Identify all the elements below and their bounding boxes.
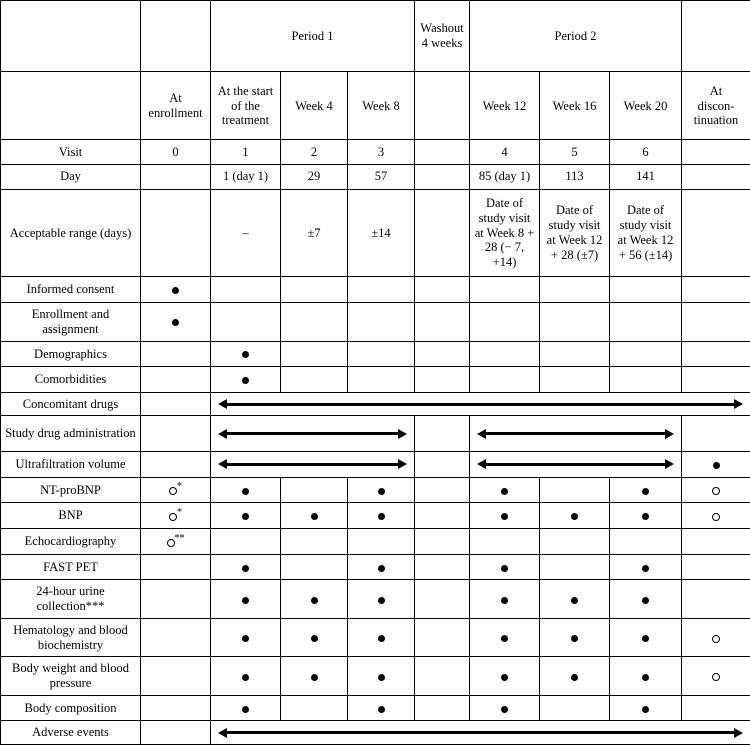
visit-discontinuation (682, 140, 750, 165)
assessment-cell (540, 303, 610, 341)
assessment-cell (141, 416, 211, 452)
range-washout (415, 189, 470, 277)
day-row (1, 165, 750, 190)
filled-circle-icon (242, 595, 249, 606)
assessment-cell (415, 528, 470, 554)
assessment-row (1, 452, 750, 478)
assessment-cell (415, 695, 470, 721)
day-visit-2: 29 (281, 165, 348, 190)
assessment-cell (415, 416, 470, 452)
filled-circle-icon (172, 285, 179, 296)
assessment-cell (415, 580, 470, 618)
assessment-cell (682, 528, 750, 554)
assessment-cell (281, 477, 348, 503)
assessment-cell (415, 277, 470, 303)
assessment-cell (540, 277, 610, 303)
assessment-cell (211, 657, 281, 695)
assessment-cell (141, 721, 211, 745)
open-circle-double-asterisk-icon: ** (167, 534, 185, 549)
assessment-cell (281, 580, 348, 618)
assessment-cell (348, 657, 415, 695)
assessment-cell (281, 277, 348, 303)
assessment-cell (141, 452, 211, 478)
filled-circle-icon (242, 511, 249, 522)
period-header-row (1, 1, 750, 72)
assessment-cell (211, 580, 281, 618)
assessment-cell (470, 367, 540, 393)
day-enrollment (141, 165, 211, 190)
filled-circle-icon (713, 460, 720, 471)
filled-circle-icon (571, 595, 578, 606)
assessment-row (1, 721, 750, 745)
visit-2: 2 (281, 140, 348, 165)
assessment-cell (610, 277, 682, 303)
assessment-cell (348, 580, 415, 618)
assessment-cell (470, 503, 540, 529)
assessment-label: Enrollment and assignment (1, 303, 141, 341)
period-1-header: Period 1 (211, 1, 415, 72)
assessment-cell (211, 303, 281, 341)
assessment-label: Ultrafiltration volume (1, 452, 141, 478)
filled-circle-icon (378, 486, 385, 497)
corner-blank-2 (141, 1, 211, 72)
assessment-label: Comorbidities (1, 367, 141, 393)
assessment-label: FAST PET (1, 554, 141, 580)
assessment-row (1, 416, 750, 452)
assessment-label: Study drug administration (1, 416, 141, 452)
assessment-cell (470, 554, 540, 580)
open-circle-single-asterisk-icon: * (169, 482, 182, 497)
filled-circle-icon (378, 595, 385, 606)
filled-circle-icon (501, 563, 508, 574)
assessment-cell (348, 303, 415, 341)
col-week-4: Week 4 (281, 72, 348, 140)
assessment-cell (141, 618, 211, 656)
assessment-cell (141, 657, 211, 695)
assessment-cell (348, 695, 415, 721)
col-start-of-treatment-line2: of the (231, 98, 260, 113)
assessment-cell (141, 580, 211, 618)
open-circle-icon (712, 672, 720, 683)
assessment-cell (281, 503, 348, 529)
col-week-12: Week 12 (470, 72, 540, 140)
filled-circle-icon (642, 563, 649, 574)
assessment-cell (141, 477, 211, 503)
assessment-cell (540, 695, 610, 721)
assessment-cell (348, 277, 415, 303)
col-at-discontinuation (682, 72, 750, 140)
col-washout-blank (415, 72, 470, 140)
assessment-cell (415, 303, 470, 341)
assessment-cell (211, 477, 281, 503)
filled-circle-icon (242, 486, 249, 497)
assessment-row (1, 341, 750, 367)
assessment-cell (540, 657, 610, 695)
assessment-cell (610, 554, 682, 580)
duration-arrow (211, 392, 750, 415)
range-visit-6: Date of study visit at Week 12 + 56 (±14) (610, 189, 682, 277)
range-visit-1: – (211, 189, 281, 277)
assessment-label: Body composition (1, 695, 141, 721)
assessment-cell (281, 554, 348, 580)
assessment-label: Demographics (1, 341, 141, 367)
assessment-cell (682, 695, 750, 721)
assessment-cell (141, 303, 211, 341)
assessment-cell (610, 367, 682, 393)
assessment-column-header (1, 72, 141, 140)
visit-3: 3 (348, 140, 415, 165)
filled-circle-icon (311, 633, 318, 644)
assessment-cell (415, 618, 470, 656)
filled-circle-icon (642, 704, 649, 715)
assessment-cell (141, 554, 211, 580)
filled-circle-icon (642, 511, 649, 522)
assessment-row (1, 277, 750, 303)
assessment-cell (610, 657, 682, 695)
visit-washout (415, 140, 470, 165)
assessment-cell (281, 341, 348, 367)
assessment-row (1, 618, 750, 656)
visit-row-label: Visit (1, 140, 141, 165)
washout-header (415, 1, 470, 72)
assessment-label: Hematology and blood biochemistry (1, 618, 141, 656)
day-visit-3: 57 (348, 165, 415, 190)
filled-circle-icon (378, 511, 385, 522)
visit-column-header-row (1, 72, 750, 140)
filled-circle-icon (501, 704, 508, 715)
assessment-cell (211, 503, 281, 529)
assessment-row (1, 367, 750, 393)
assessment-cell (211, 554, 281, 580)
assessment-cell (281, 618, 348, 656)
filled-circle-icon (242, 375, 249, 386)
open-circle-icon (712, 486, 720, 497)
filled-circle-icon (642, 672, 649, 683)
assessment-cell (348, 367, 415, 393)
col-week-16: Week 16 (540, 72, 610, 140)
assessment-label: NT-proBNP (1, 477, 141, 503)
assessment-cell (470, 580, 540, 618)
assessment-cell (415, 657, 470, 695)
assessment-cell (211, 341, 281, 367)
assessment-cell (141, 367, 211, 393)
assessment-cell (211, 528, 281, 554)
range-discontinuation (682, 189, 750, 277)
filled-circle-icon (378, 633, 385, 644)
assessment-label: Adverse events (1, 721, 141, 745)
assessment-cell (281, 657, 348, 695)
assessment-label: Echocardiography (1, 528, 141, 554)
filled-circle-icon (571, 511, 578, 522)
day-visit-4: 85 (day 1) (470, 165, 540, 190)
assessment-label: BNP (1, 503, 141, 529)
assessment-cell (348, 503, 415, 529)
assessment-cell (211, 367, 281, 393)
assessment-cell (141, 341, 211, 367)
visit-6: 6 (610, 140, 682, 165)
assessment-cell (682, 303, 750, 341)
assessment-cell (211, 618, 281, 656)
assessment-cell (348, 618, 415, 656)
assessment-row (1, 303, 750, 341)
filled-circle-icon (501, 595, 508, 606)
assessment-cell (415, 477, 470, 503)
col-start-of-treatment-line1: At the start (217, 83, 274, 98)
duration-arrow (211, 416, 415, 452)
col-at-enrollment-line2: enrollment (148, 105, 203, 120)
assessment-row (1, 580, 750, 618)
assessment-cell (682, 367, 750, 393)
filled-circle-icon (378, 704, 385, 715)
assessment-cell (281, 528, 348, 554)
assessment-cell (610, 303, 682, 341)
washout-line-2: 4 weeks (421, 36, 463, 51)
range-visit-2: ±7 (281, 189, 348, 277)
day-visit-6: 141 (610, 165, 682, 190)
filled-circle-icon (242, 672, 249, 683)
duration-arrow (211, 452, 415, 478)
assessment-cell (348, 341, 415, 367)
assessment-cell (610, 528, 682, 554)
assessment-cell (610, 695, 682, 721)
visit-4: 4 (470, 140, 540, 165)
col-at-discontinuation-line3: tinuation (693, 113, 739, 128)
filled-circle-icon (642, 486, 649, 497)
assessment-cell (682, 477, 750, 503)
assessment-label: Concomitant drugs (1, 392, 141, 415)
assessment-cell (470, 618, 540, 656)
col-at-discontinuation-line2: discon- (697, 98, 735, 113)
assessment-label: Body weight and blood pressure (1, 657, 141, 695)
assessment-cell (470, 277, 540, 303)
range-visit-4: Date of study visit at Week 8 + 28 (− 7, +14) (470, 189, 540, 277)
visit-row (1, 140, 750, 165)
assessment-cell (470, 477, 540, 503)
assessment-cell (415, 503, 470, 529)
assessment-cell (682, 618, 750, 656)
assessment-cell (682, 452, 750, 478)
range-enrollment (141, 189, 211, 277)
assessment-cell (682, 416, 750, 452)
washout-line-1: Washout (420, 21, 464, 36)
filled-circle-icon (501, 672, 508, 683)
assessment-cell (281, 695, 348, 721)
assessment-label: 24-hour urine collection*** (1, 580, 141, 618)
assessment-cell (540, 477, 610, 503)
assessment-cell (682, 657, 750, 695)
assessment-cell (141, 277, 211, 303)
assessment-cell (470, 303, 540, 341)
range-visit-3: ±14 (348, 189, 415, 277)
filled-circle-icon (571, 672, 578, 683)
assessment-cell (540, 367, 610, 393)
assessment-cell (610, 618, 682, 656)
col-at-enrollment (141, 72, 211, 140)
assessment-cell (415, 554, 470, 580)
assessment-cell (540, 503, 610, 529)
assessment-label: Informed consent (1, 277, 141, 303)
assessment-cell (540, 341, 610, 367)
col-at-enrollment-line1: At (169, 91, 182, 106)
assessment-cell (281, 367, 348, 393)
assessment-row (1, 528, 750, 554)
assessment-cell (470, 695, 540, 721)
assessment-cell (141, 528, 211, 554)
day-visit-5: 113 (540, 165, 610, 190)
filled-circle-icon (242, 633, 249, 644)
filled-circle-icon (378, 672, 385, 683)
assessment-cell (348, 477, 415, 503)
filled-circle-icon (501, 633, 508, 644)
duration-arrow (470, 416, 682, 452)
duration-arrow (470, 452, 682, 478)
assessment-cell (348, 528, 415, 554)
filled-circle-icon (242, 350, 249, 361)
filled-circle-icon (501, 511, 508, 522)
day-discontinuation (682, 165, 750, 190)
filled-circle-icon (571, 633, 578, 644)
assessment-row (1, 695, 750, 721)
duration-arrow (211, 721, 750, 745)
assessment-cell (540, 580, 610, 618)
assessment-cell (348, 554, 415, 580)
assessment-row (1, 554, 750, 580)
col-week-20: Week 20 (610, 72, 682, 140)
day-row-label: Day (1, 165, 141, 190)
period-2-header: Period 2 (470, 1, 682, 72)
open-circle-single-asterisk-icon: * (169, 508, 182, 523)
filled-circle-icon (242, 563, 249, 574)
assessment-cell (415, 367, 470, 393)
assessment-cell (470, 528, 540, 554)
open-circle-icon (712, 511, 720, 522)
corner-blank-3 (682, 1, 750, 72)
filled-circle-icon (501, 486, 508, 497)
open-circle-icon (712, 633, 720, 644)
assessment-cell (470, 657, 540, 695)
assessment-cell (470, 341, 540, 367)
visit-1: 1 (211, 140, 281, 165)
assessment-cell (211, 277, 281, 303)
visit-5: 5 (540, 140, 610, 165)
assessment-row (1, 657, 750, 695)
col-week-8: Week 8 (348, 72, 415, 140)
acceptable-range-label: Acceptable range (days) (1, 189, 141, 277)
visit-0: 0 (141, 140, 211, 165)
assessment-cell (682, 580, 750, 618)
filled-circle-icon (311, 511, 318, 522)
filled-circle-icon (172, 317, 179, 328)
assessment-row (1, 392, 750, 415)
corner-blank-1 (1, 1, 141, 72)
assessment-cell (141, 695, 211, 721)
assessment-cell (141, 392, 211, 415)
assessment-cell (141, 503, 211, 529)
assessment-cell (682, 277, 750, 303)
assessment-cell (682, 341, 750, 367)
acceptable-range-row (1, 189, 750, 277)
filled-circle-icon (642, 633, 649, 644)
filled-circle-icon (642, 595, 649, 606)
assessment-cell (682, 554, 750, 580)
col-start-of-treatment-line3: treatment (221, 113, 270, 128)
filled-circle-icon (378, 563, 385, 574)
col-start-of-treatment (211, 72, 281, 140)
assessment-cell (415, 452, 470, 478)
day-washout (415, 165, 470, 190)
assessment-cell (610, 503, 682, 529)
day-visit-1: 1 (day 1) (211, 165, 281, 190)
range-visit-5: Date of study visit at Week 12 + 28 (±7) (540, 189, 610, 277)
assessment-cell (211, 695, 281, 721)
assessment-cell (281, 303, 348, 341)
filled-circle-icon (311, 672, 318, 683)
filled-circle-icon (242, 704, 249, 715)
assessment-cell (610, 341, 682, 367)
assessment-cell (682, 503, 750, 529)
assessment-row (1, 477, 750, 503)
assessment-cell (415, 341, 470, 367)
assessment-cell (540, 618, 610, 656)
assessment-cell (610, 477, 682, 503)
filled-circle-icon (311, 595, 318, 606)
col-at-discontinuation-line1: At (709, 83, 723, 98)
assessment-row (1, 503, 750, 529)
assessment-cell (540, 554, 610, 580)
assessment-cell (610, 580, 682, 618)
assessment-cell (540, 528, 610, 554)
